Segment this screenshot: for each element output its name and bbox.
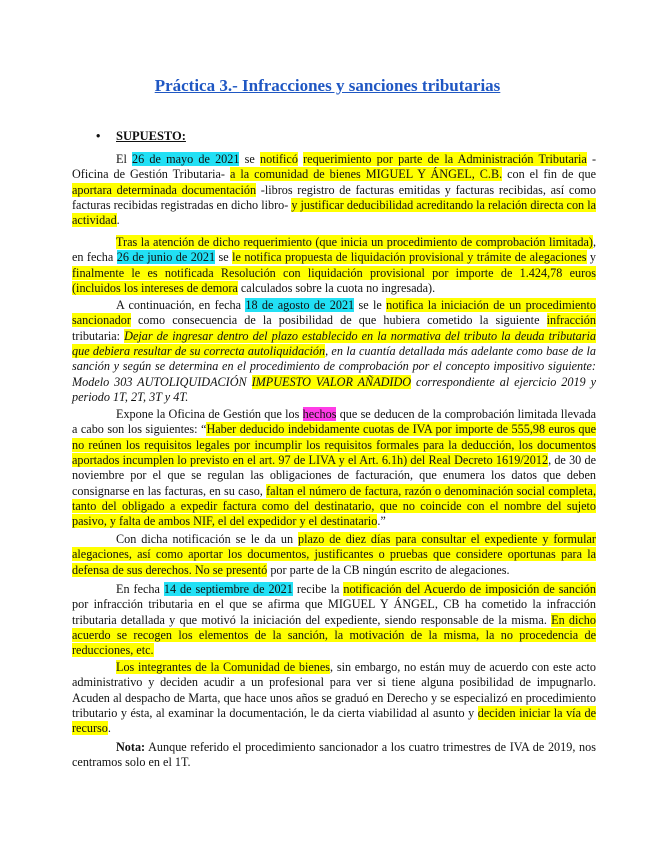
paragraph-5: Con dicha notificación se le da un plazo de diez días para consultar el expediente y formular alegaciones, así como aportar los documentos, justificantes o pruebas que considere oportunas para la defensa de sus derechos. No se presentó por parte de la CB ningún escrito de alegaciones. bbox=[72, 532, 596, 577]
note-paragraph: Nota: Aunque referido el procedimiento sancionador a los cuatro trimestres de IVA de 2019, nos centramos solo en el 1T. bbox=[72, 740, 596, 770]
section-heading-label: SUPUESTO: bbox=[116, 129, 186, 143]
section-heading bbox=[96, 129, 186, 144]
paragraph-6: En fecha 14 de septiembre de 2021 recibe la notificación del Acuerdo de imposición de sanción por infracción tributaria en el que se afirma que MIGUEL Y ÁNGEL, CB ha cometido la infracción tributaria detallada y que motivó la iniciación del expediente, siendo responsable de la misma. En dicho acuerdo se recogen los elementos de la sanción, la motivación de la misma, la no procedencia de reducciones, etc. bbox=[72, 582, 596, 658]
paragraph-2: Tras la atención de dicho requerimiento (que inicia un procedimiento de comprobación limitada), en fecha 26 de junio de 2021 se le notifica propuesta de liquidación provisional y trámite de alegaciones y finalmente le es notificada Resolución con liquidación provisional por importe de 1.424,78 euros (incluidos los intereses de demora calculados sobre la cuota no ingresada). bbox=[72, 235, 597, 296]
paragraph-3: A continuación, en fecha 18 de agosto de 2021 se le notifica la iniciación de un procedimiento sancionador como consecuencia de la posibilidad de que hubiera cometido la siguiente infracción tributaria: Dejar de ingresar dentro del plazo establecido en la normativa del tributo la deuda tributaria que debiera resultar de su correcta autoliquidación, en la cuantía detallada más adelante como base de la sanción y según se determina en el procedimiento de comprobación por el concepto impositivo siguiente: Modelo 303 AUTOLIQUIDACIÓN IMPUESTO VALOR AÑADIDO correspondiente al ejercicio 2019 y periodo 1T, 2T, 3T y 4T. bbox=[72, 298, 597, 404]
paragraph-4: Expone la Oficina de Gestión que los hechos que se deducen de la comprobación limitada llevada a cabo son los siguientes: “Haber deducido indebidamente cuotas de IVA por importe de 555,98 euros que no reúnen los requisitos legales por incumplir los requisitos formales para la deducción, los documentos aportados incumplen lo previsto en el art. 97 de LIVA y el Art. 6.1h) del Real Decreto 1619/2012, de 30 de noviembre por el que se regulan las obligaciones de facturación, que enumera los datos que deben consignarse en las facturas, en su caso, faltan el número de factura, razón o denominación social completa, tanto del obligado a expedir factura como del destinatario, que no coincide con el nombre del sujeto pasivo, y falta de ambos NIF, el del expedidor y el destinatario.” bbox=[72, 407, 596, 529]
page-title: Práctica 3.- Infracciones y sanciones tributarias bbox=[154, 76, 501, 95]
paragraph-7: Los integrantes de la Comunidad de bienes, sin embargo, no están muy de acuerdo con este acto administrativo y deciden acudir a un profesional para ver si tiene alguna posibilidad de impugnarlo. Acuden al despacho de Marta, que hace unos años se graduó en Derecho y se especializó en procedimiento tributario y ésta, al examinar la documentación, le da cierta viabilidad al asunto y deciden iniciar la vía de recurso. bbox=[72, 660, 597, 736]
bullet-icon: • bbox=[96, 129, 101, 143]
paragraph-1: El 26 de mayo de 2021 se notificó requerimiento por parte de la Administración Tributaria -Oficina de Gestión Tributaria- a la comunidad de bienes MIGUEL Y ÁNGEL, C.B. con el fin de que aportara determinada documentación -libros registro de facturas emitidas y facturas recibidas, así como facturas recibidas registradas en dicho libro- y justificar deducibilidad acreditando la relación directa con la actividad. bbox=[72, 152, 597, 228]
note-label: Nota: bbox=[116, 740, 146, 755]
